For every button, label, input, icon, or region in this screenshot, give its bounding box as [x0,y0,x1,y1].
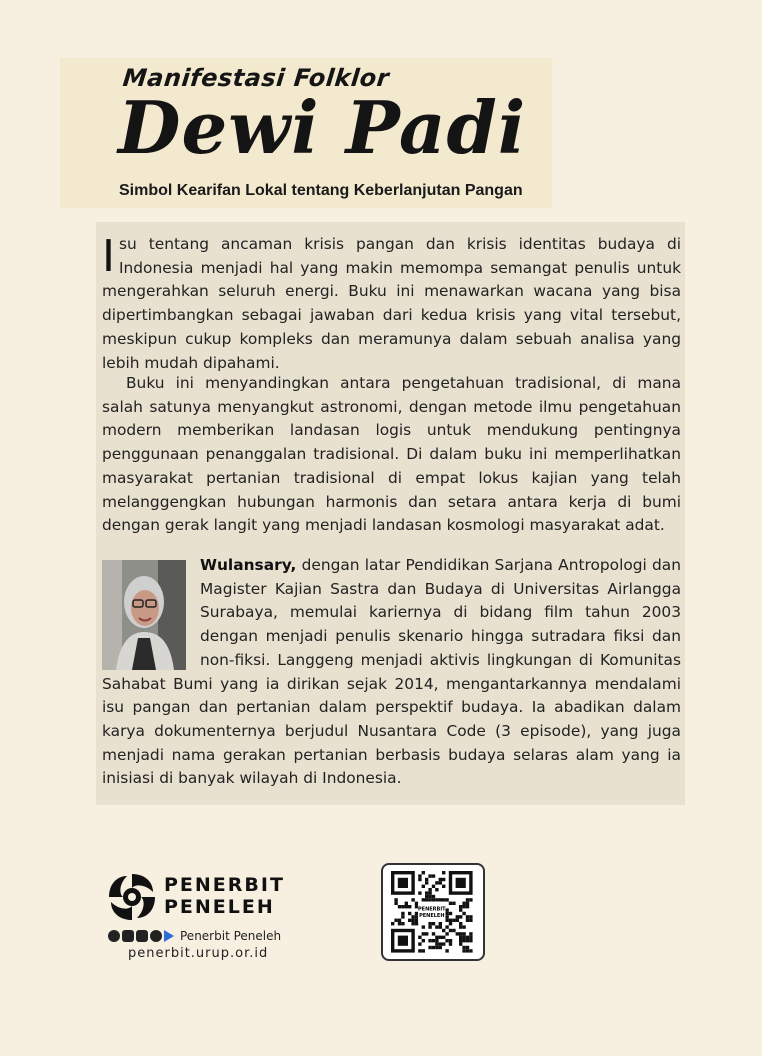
book-title: Dewi Padi [118,85,527,170]
book-subtitle: Simbol Kearifan Lokal tentang Keberlanjutan Pangan [119,182,523,199]
publisher-name-line1: PENERBIT [164,874,285,896]
publisher-url[interactable]: penerbit.urup.or.id [128,946,269,961]
publisher-logo-icon [105,870,159,924]
blurb-paragraph-1-text: su tentang ancaman krisis pangan dan krisis identitas budaya di Indonesia menjadi hal yang makin memompa semangat penulis untuk mengerahkan seluruh energi. Buku ini menawarkan wacana yang bisa dipertimbangkan sebagai jawaban dari kedua krisis yang vital tersebut, meskipun cukup kompleks dan meramunya dalam sebuah analisa yang lebih mudah dipahami. [102,235,681,372]
blurb-paragraph-2: Buku ini menyandingkan antara pengetahuan tradisional, di mana salah satunya menyangkut astronomi, dengan metode ilmu pengetahuan modern memberikan landasan logis untuk mendukung pentingnya penggunaan penanggalan tradisional. Di dalam buku ini memperlihatkan masyarakat pertanian tradisional di empat lokus kajian yang telah melanggengkan hubungan harmonis dan setara antara kerja di bumi dengan gerak langit yang menjadi landasan kosmologi masyarakat adat. [102,374,681,535]
drop-cap: I [102,231,115,282]
author-bio-text: dengan latar Pendidikan Sarjana Antropologi dan Magister Kajian Sastra dan Budaya di Universitas Airlangga Surabaya, memulai kariernya di bidang film tahun 2003 dengan menjadi penulis skenario hingga sutradara fiksi dan non-fiksi. Langgeng menjadi aktivis lingkungan di Komunitas Sahabat Bumi yang ia dirikan sejak 2014, mengantarkannya mendalami isu pangan dan pertanian dalam perspektif budaya. Ia abadikan dalam karya dokumenternya berjudul Nusantara Code (3 episode), yang juga menjadi nama gerakan pertanian berbasis budaya selaras alam yang ia inisiasi di banyak wilayah di Indonesia. [102,556,681,788]
threads-icon[interactable] [150,930,162,942]
publisher-name [164,874,285,918]
social-handle: Penerbit Peneleh [180,929,282,943]
author-bio [102,554,681,791]
blurb-paragraph-1 [102,233,681,375]
youtube-icon[interactable] [122,930,134,942]
social-links [108,928,281,944]
qr-code[interactable] [381,863,485,961]
shop-icon[interactable] [136,930,148,942]
series-title: Manifestasi Folklor [121,64,391,92]
author-name: Wulansary, [200,556,297,574]
qr-label-line2: PENELEH [419,913,445,920]
qr-code-pattern [383,865,483,959]
publisher-name-line2: PENELEH [164,896,275,918]
publisher-block [100,866,290,966]
play-icon[interactable] [164,930,174,942]
instagram-icon[interactable] [108,930,120,942]
qr-label-line1: PENERBIT [417,906,446,913]
